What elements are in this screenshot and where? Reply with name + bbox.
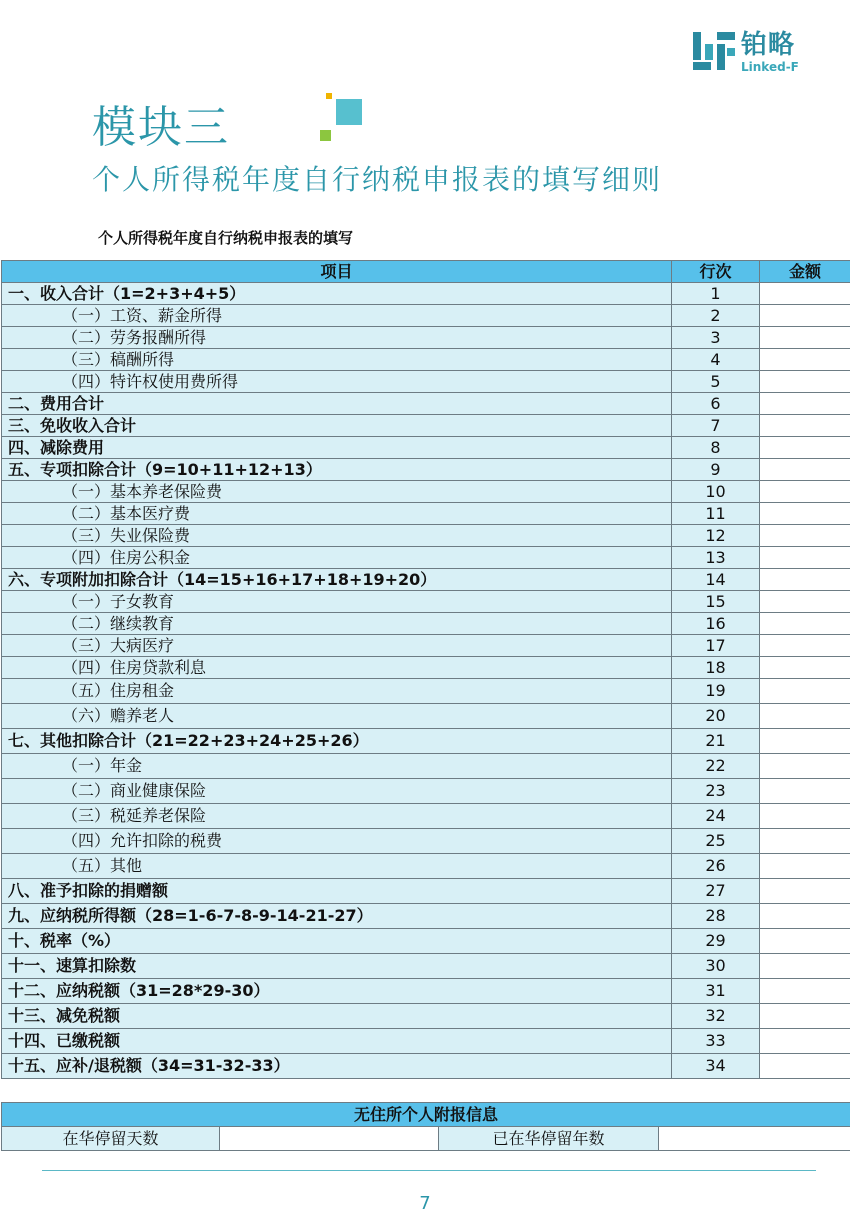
item-label: （二）继续教育 [2,613,672,635]
amount-cell[interactable] [760,415,850,437]
amount-cell[interactable] [760,437,850,459]
nonresident-header: 无住所个人附报信息 [2,1103,850,1127]
item-label: （三）稿酬所得 [2,349,672,371]
table-row [2,704,850,729]
row-number: 14 [672,569,760,591]
item-label: 八、准予扣除的捐赠额 [2,879,672,904]
item-label: （三）失业保险费 [2,525,672,547]
table-row [2,525,850,547]
table-row [2,879,850,904]
row-number: 3 [672,327,760,349]
amount-cell[interactable] [760,1029,850,1054]
item-label: 十二、应纳税额（31=28*29-30） [2,979,672,1004]
linked-f-logo-icon [693,32,735,72]
row-number: 10 [672,481,760,503]
amount-cell[interactable] [760,327,850,349]
table-row [2,547,850,569]
row-number: 23 [672,779,760,804]
amount-cell[interactable] [760,979,850,1004]
row-number: 17 [672,635,760,657]
amount-cell[interactable] [760,954,850,979]
amount-cell[interactable] [760,679,850,704]
row-number: 11 [672,503,760,525]
table-row [2,613,850,635]
amount-cell[interactable] [760,591,850,613]
row-number: 12 [672,525,760,547]
table-row [2,371,850,393]
table-row [2,1004,850,1029]
amount-cell[interactable] [760,754,850,779]
item-label: （四）特许权使用费所得 [2,371,672,393]
table-row [2,481,850,503]
table-row [2,569,850,591]
item-label: 十一、速算扣除数 [2,954,672,979]
item-label: （一）年金 [2,754,672,779]
item-label: （五）住房租金 [2,679,672,704]
table-row [2,327,850,349]
amount-cell[interactable] [760,904,850,929]
brand-logo [693,30,813,74]
amount-cell[interactable] [760,879,850,904]
table-row [2,729,850,754]
row-number: 34 [672,1054,760,1079]
item-label: 二、费用合计 [2,393,672,415]
row-number: 24 [672,804,760,829]
amount-cell[interactable] [760,729,850,754]
amount-cell[interactable] [760,569,850,591]
amount-cell[interactable] [760,525,850,547]
decor-square-yellow [326,93,332,99]
row-number: 31 [672,979,760,1004]
header-item: 项目 [2,261,672,283]
item-label: （二）基本医疗费 [2,503,672,525]
table-row [2,657,850,679]
amount-cell[interactable] [760,1004,850,1029]
brand-name-en: Linked-F [741,60,799,74]
table-row [2,591,850,613]
row-number: 29 [672,929,760,954]
module-subtitle: 个人所得税年度自行纳税申报表的填写细则 [92,163,663,196]
amount-cell[interactable] [760,854,850,879]
row-number: 9 [672,459,760,481]
item-label: 十三、减免税额 [2,1004,672,1029]
amount-cell[interactable] [760,635,850,657]
row-number: 4 [672,349,760,371]
page-number: 7 [419,1193,431,1214]
amount-cell[interactable] [760,503,850,525]
row-number: 7 [672,415,760,437]
row-number: 6 [672,393,760,415]
decor-square-teal [336,99,362,125]
item-label: （五）其他 [2,854,672,879]
amount-cell[interactable] [760,349,850,371]
table-row [2,929,850,954]
nonresident-info-table [1,1102,850,1151]
amount-cell[interactable] [760,305,850,327]
table-row [2,754,850,779]
row-number: 19 [672,679,760,704]
table-row [2,679,850,704]
item-label: （一）子女教育 [2,591,672,613]
tax-return-table [1,260,850,1079]
table-row [2,349,850,371]
table-row [2,779,850,804]
row-number: 30 [672,954,760,979]
amount-cell[interactable] [760,704,850,729]
amount-cell[interactable] [760,804,850,829]
item-label: （一）工资、薪金所得 [2,305,672,327]
row-number: 28 [672,904,760,929]
amount-cell[interactable] [760,613,850,635]
amount-cell[interactable] [760,393,850,415]
item-label: 六、专项附加扣除合计（14=15+16+17+18+19+20） [2,569,672,591]
row-number: 21 [672,729,760,754]
item-label: 五、专项扣除合计（9=10+11+12+13） [2,459,672,481]
module-title: 模块三 [92,102,230,153]
table-row [2,804,850,829]
table-row [2,305,850,327]
row-number: 27 [672,879,760,904]
table-row [2,283,850,305]
table-row [2,1054,850,1079]
item-label: 十四、已缴税额 [2,1029,672,1054]
table-row [2,437,850,459]
table-row [2,954,850,979]
amount-cell[interactable] [760,829,850,854]
table-row [2,1029,850,1054]
amount-cell[interactable] [760,1054,850,1079]
amount-cell[interactable] [760,929,850,954]
table-caption: 个人所得税年度自行纳税申报表的填写 [98,229,354,247]
row-number: 18 [672,657,760,679]
item-label: （六）赡养老人 [2,704,672,729]
row-number: 33 [672,1029,760,1054]
table-row [2,459,850,481]
row-number: 13 [672,547,760,569]
item-label: 一、收入合计（1=2+3+4+5） [2,283,672,305]
item-label: （四）允许扣除的税费 [2,829,672,854]
row-number: 5 [672,371,760,393]
item-label: （一）基本养老保险费 [2,481,672,503]
table-row [2,503,850,525]
years-in-china-input[interactable] [659,1127,850,1151]
brand-name-cn: 铂略 [741,30,796,60]
item-label: 四、减除费用 [2,437,672,459]
days-in-china-label: 在华停留天数 [2,1127,220,1151]
amount-cell[interactable] [760,371,850,393]
item-label: 十五、应补/退税额（34=31-32-33） [2,1054,672,1079]
table-row [2,415,850,437]
item-label: （二）商业健康保险 [2,779,672,804]
table-row [2,854,850,879]
amount-cell[interactable] [760,459,850,481]
header-row-no: 行次 [672,261,760,283]
table-row [2,635,850,657]
item-label: （三）大病医疗 [2,635,672,657]
item-label: 三、免收收入合计 [2,415,672,437]
header-amount: 金额 [760,261,850,283]
table-row [2,393,850,415]
row-number: 2 [672,305,760,327]
table-header-row [2,261,850,283]
item-label: （二）劳务报酬所得 [2,327,672,349]
amount-cell[interactable] [760,283,850,305]
row-number: 16 [672,613,760,635]
years-in-china-label: 已在华停留年数 [439,1127,659,1151]
row-number: 26 [672,854,760,879]
footer-divider [42,1170,816,1171]
row-number: 32 [672,1004,760,1029]
amount-cell[interactable] [760,481,850,503]
row-number: 1 [672,283,760,305]
item-label: 十、税率（%） [2,929,672,954]
row-number: 20 [672,704,760,729]
row-number: 25 [672,829,760,854]
amount-cell[interactable] [760,779,850,804]
table-row [2,904,850,929]
table-row [2,829,850,854]
item-label: （四）住房公积金 [2,547,672,569]
days-in-china-input[interactable] [220,1127,439,1151]
item-label: 七、其他扣除合计（21=22+23+24+25+26） [2,729,672,754]
item-label: 九、应纳税所得额（28=1-6-7-8-9-14-21-27） [2,904,672,929]
item-label: （四）住房贷款利息 [2,657,672,679]
decor-square-green [320,130,331,141]
table-row [2,979,850,1004]
amount-cell[interactable] [760,657,850,679]
item-label: （三）税延养老保险 [2,804,672,829]
row-number: 8 [672,437,760,459]
row-number: 15 [672,591,760,613]
amount-cell[interactable] [760,547,850,569]
row-number: 22 [672,754,760,779]
